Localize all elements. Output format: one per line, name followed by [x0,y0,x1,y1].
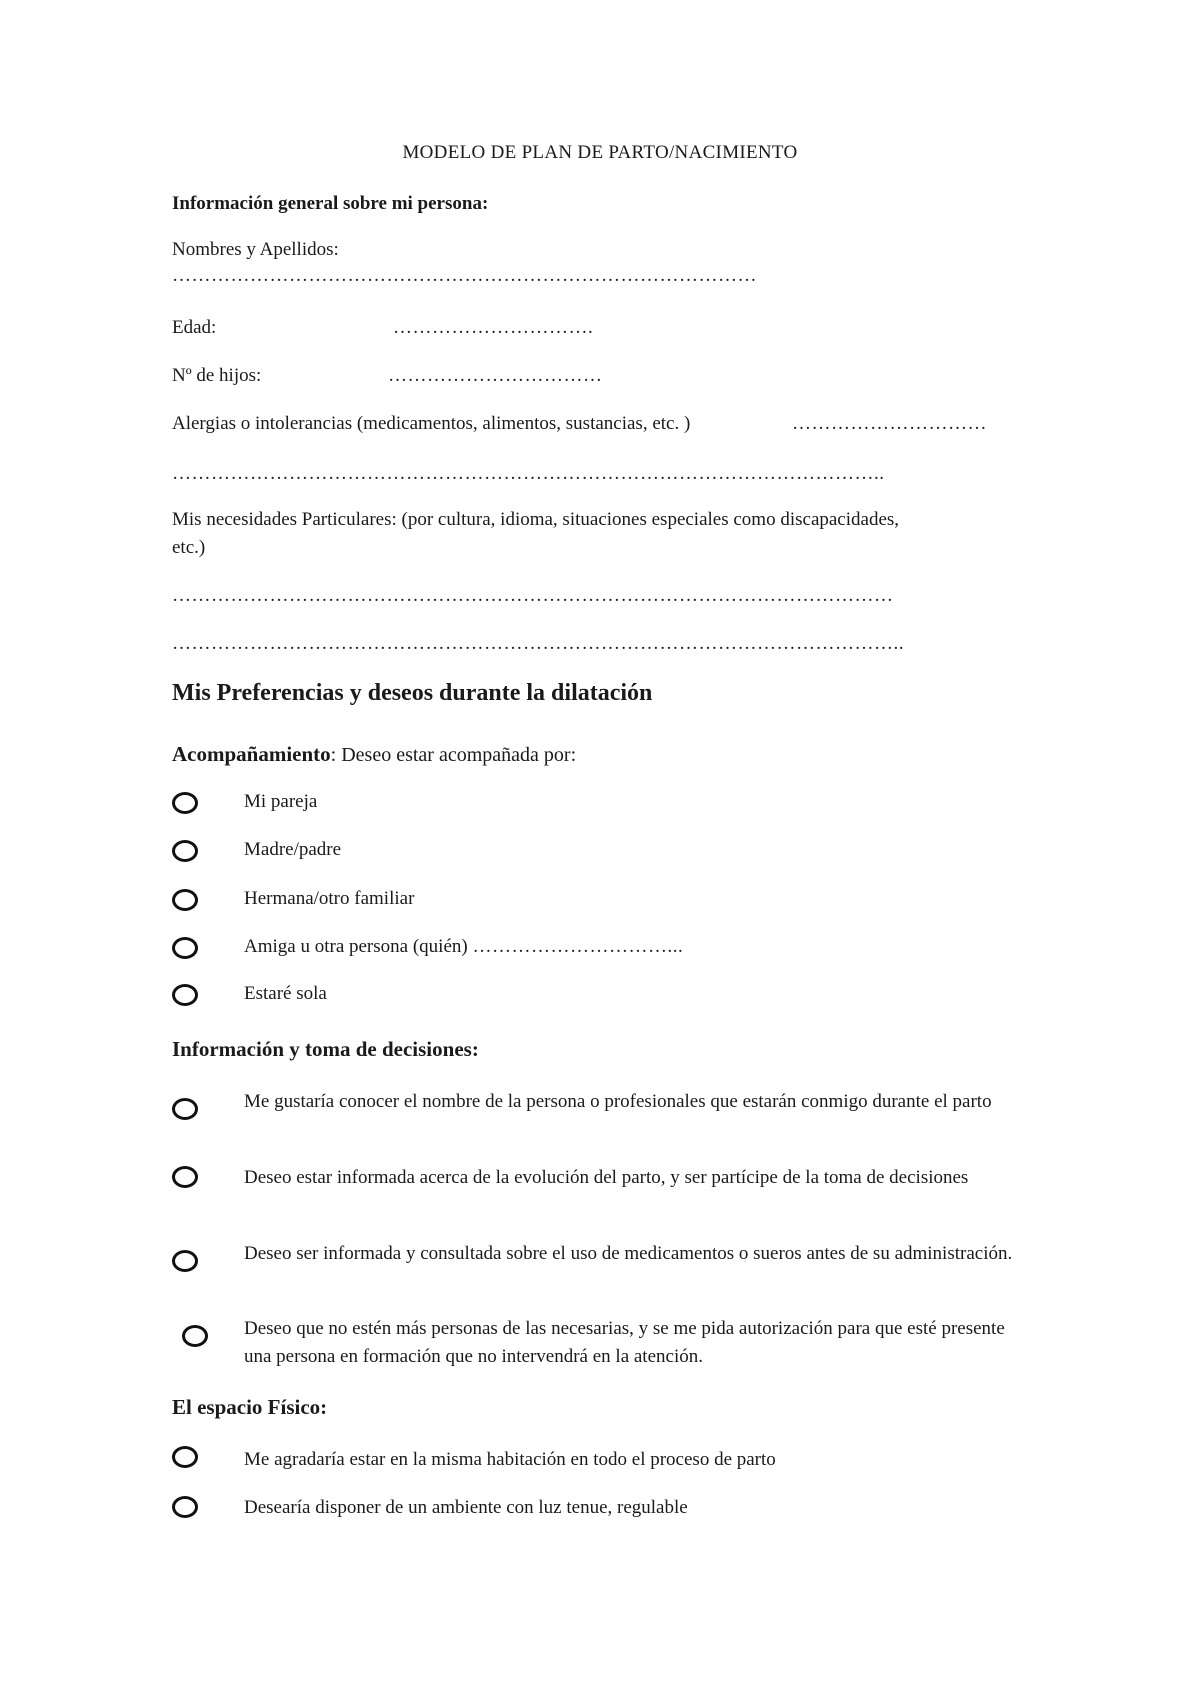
friend-dots[interactable]: …………………………... [472,936,684,957]
document-title: MODELO DE PLAN DE PARTO/NACIMIENTO [402,142,798,163]
needs-label-line2: etc.) [172,537,206,558]
companionship-label [172,740,576,769]
option-label: Me gustaría conocer el nombre de la persona o profesionales que estarán conmigo durante el parto [244,1091,992,1112]
option-label: Deseo estar informada acerca de la evolución del parto, y ser partícipe de la toma de decisiones [244,1167,969,1188]
names-label: Nombres y Apellidos: [172,239,339,260]
radio-circle-icon[interactable] [172,984,198,1006]
radio-circle-icon[interactable] [172,1250,198,1272]
radio-circle-icon[interactable] [182,1325,208,1347]
children-label: Nº de hijos: [172,365,262,386]
information-heading: Información y toma de decisiones: [172,1037,479,1061]
allergies-dots-line2[interactable]: ……………………………………………………………………………………………….. [172,463,885,484]
radio-circle-icon[interactable] [172,889,198,911]
radio-circle-icon[interactable] [172,1446,198,1468]
needs-label-line1: Mis necesidades Particulares: (por cultura, idioma, situaciones especiales como discapacidades, [172,509,900,530]
option-label: Me agradaría estar en la misma habitación en todo el proceso de parto [244,1449,776,1470]
children-dots[interactable]: …………………………… [388,365,603,386]
option-label: Estaré sola [244,983,327,1004]
option-label: Desearía disponer de un ambiente con luz tenue, regulable [244,1497,688,1518]
radio-circle-icon[interactable] [172,1496,198,1518]
allergies-label: Alergias o intolerancias (medicamentos, alimentos, sustancias, etc. ) [172,413,691,434]
option-label: Deseo que no estén más personas de las necesarias, y se me pida autorización para que esté presente una persona en formación que no intervendrá en la atención. [244,1318,1005,1367]
needs-dots-line2[interactable]: ………………………………………………………………………………………………….. [172,633,904,654]
option-label-text: Amiga u otra persona (quién) [244,936,468,957]
space-heading: El espacio Físico: [172,1395,328,1419]
radio-circle-icon[interactable] [172,1166,198,1188]
general-info-heading: Información general sobre mi persona: [172,193,489,214]
option-label: Hermana/otro familiar [244,888,415,909]
radio-circle-icon[interactable] [172,1098,198,1120]
allergies-dots[interactable]: ………………………… [792,413,987,434]
radio-circle-icon[interactable] [172,840,198,862]
companionship-label-bold: Acompañamiento [172,742,331,766]
companionship-label-rest: : Deseo estar acompañada por: [330,744,577,766]
names-dots[interactable]: ……………………………………………………………………………… [172,265,757,286]
option-label: Deseo ser informada y consultada sobre el uso de medicamentos o sueros antes de su administración. [244,1243,1013,1264]
dilation-heading: Mis Preferencias y deseos durante la dilatación [172,680,653,706]
radio-circle-icon[interactable] [172,792,198,814]
radio-circle-icon[interactable] [172,937,198,959]
age-dots[interactable]: …………………………. [393,317,594,338]
age-label: Edad: [172,317,217,338]
option-label [244,933,1034,961]
needs-dots-line1[interactable]: ………………………………………………………………………………………………… [172,585,894,606]
option-label: Madre/padre [244,839,342,860]
option-label: Mi pareja [244,791,318,812]
